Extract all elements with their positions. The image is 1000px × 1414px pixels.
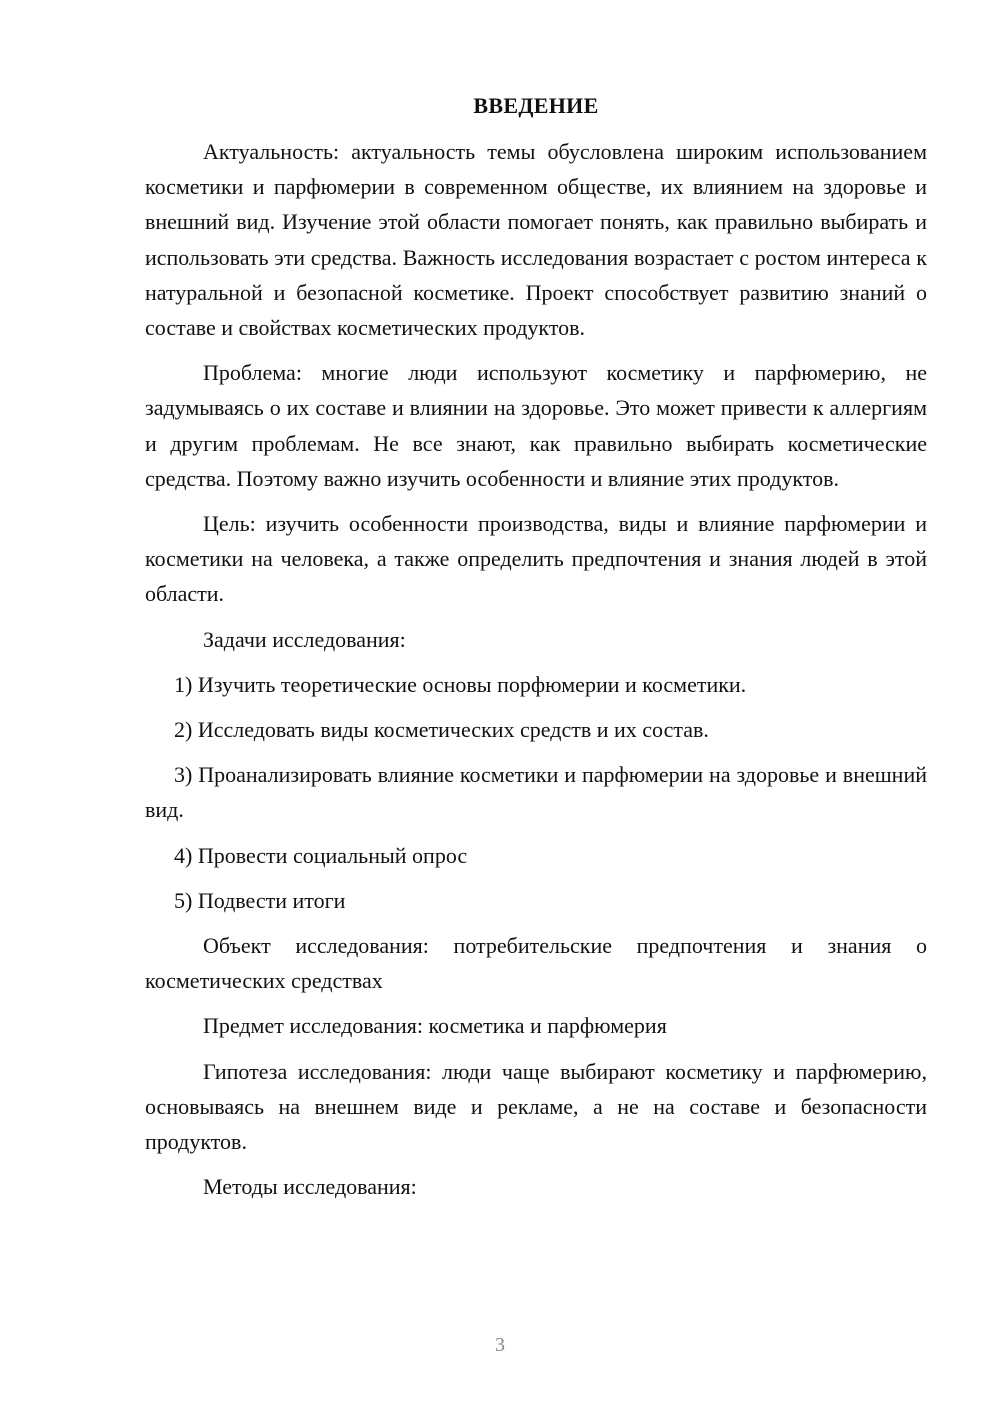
tasks-list [145,667,927,918]
document-page [145,92,927,1214]
page-number: 3 [495,1334,505,1356]
paragraph-goal: Цель: изучить особенности производства, виды и влияние парфюмерии и косметики на человека, а также определить предпочтения и знания людей в этой области. [145,511,927,607]
list-item: 1) Изучить теоретические основы порфюмерии и косметики. [174,671,747,697]
list-item: 2) Исследовать виды косметических средств и их состав. [174,717,709,743]
section-title: ВВЕДЕНИЕ [473,93,599,118]
paragraph-subject: Предмет исследования: косметика и парфюмерия [203,1013,667,1039]
paragraph-hypothesis: Гипотеза исследования: люди чаще выбирают косметику и парфюмерию, основываясь на внешнем виде и рекламе, а не на составе и безопасности продуктов. [145,1058,927,1155]
list-item: 5) Подвести итоги [174,887,346,913]
list-item: 4) Провести социальный опрос [174,842,468,868]
paragraph-problem: Проблема: многие люди используют косметику и парфюмерию, не задумываясь о их составе и влиянии на здоровье. Это может привести к аллергиям и другим проблемам. Не все знают, как правильно выбирать косметические средства. Поэтому важно изучить особенности и влияние этих продуктов. [145,360,927,491]
list-item: 3) Проанализировать влияние косметики и парфюмерии на здоровье и внешний вид. [145,762,927,823]
paragraph-tasks-heading: Задачи исследования: [203,626,406,652]
paragraph-object: Объект исследования: потребительские предпочтения и знания о косметических средствах [145,933,927,994]
paragraph-methods-heading: Методы исследования: [203,1174,417,1200]
paragraph-relevance: Актуальность: актуальность темы обусловлена широким использованием косметики и парфюмерии в современном обществе, их влиянием на здоровье и внешний вид. Изучение этой области помогает понять, как правильно выбирать и использовать эти средства. Важность исследования возрастает с ростом интереса к натуральной и безопасной косметике. Проект способствует развитию знаний о составе и свойствах косметических продуктов. [145,139,927,341]
